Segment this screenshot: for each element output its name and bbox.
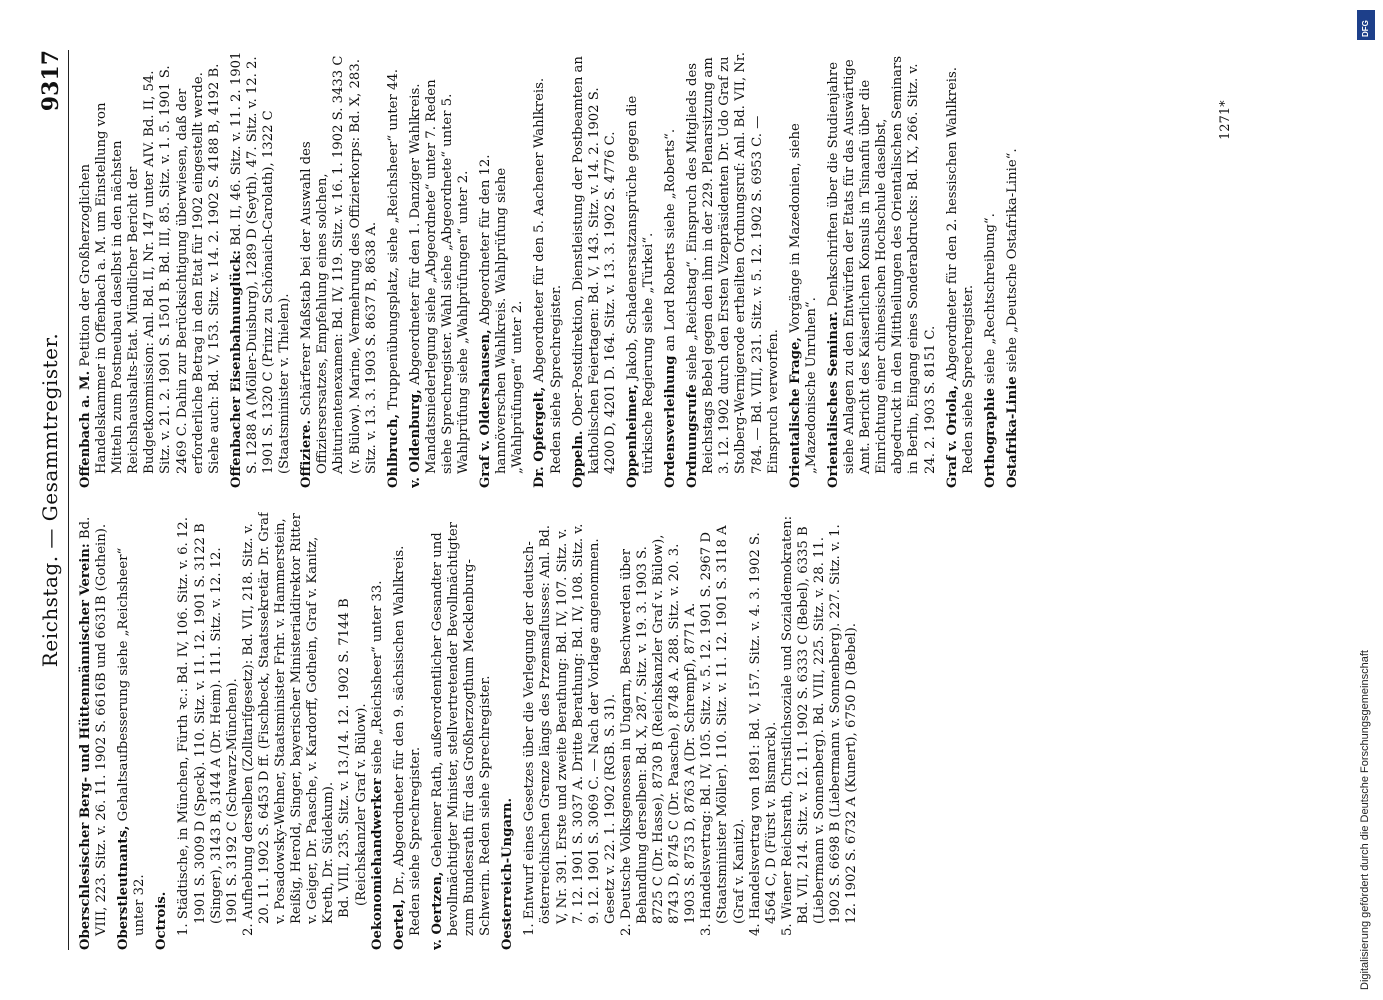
index-entry [370,512,386,950]
entry-headword: Oppenheimer, [624,384,640,488]
index-entry [571,50,619,488]
index-entry [337,512,369,950]
entry-headword: Offenbacher Eisenbahnunglück: [228,249,244,488]
entry-text: Abgeordneter für den 12. hannöverschen Wahlkreis. Wahlprüfung siehe „Wahlprüfungen“ unter 2. [478,154,526,474]
index-entry [780,512,860,950]
index-entry [1005,50,1021,488]
index-entry [78,50,223,488]
entry-text: siehe „Rechtschreibung“. [982,213,998,389]
index-entry [229,50,293,488]
entry-headword: Oertel, [391,899,407,950]
entry-text: 3. Handelsvertrag: Bd. IV, 105. Sitz. v. 5. 12. 1901 S. 2967 D (Staatsminister Möller). 110. Sitz. v. 11. 12. 1901 S. 3118 A (Graf v. Kanitz). [699,525,747,936]
entry-headword: Dr. Opfergelt, [532,386,548,488]
index-entry [685,50,782,488]
entry-headword: Offiziere. [299,419,315,488]
entry-text: Abgeordneter für den 2. hessischen Wahlkreis. Reden siehe Sprechregister. [944,67,976,474]
entry-headword: Graf v. Oldershausen, [478,329,494,488]
index-entry [386,50,402,488]
index-entry [299,50,379,488]
index-entry [392,512,424,950]
entry-headword: v. Oertzen, [429,871,445,950]
entry-headword: Oberschlesischer Berg- und Hüttenmännischer Verein: [78,543,93,950]
index-entry [663,50,679,488]
index-entry [430,512,494,950]
entry-headword: Oekonomiehandwerker [369,778,385,950]
entry-headword: Oberstleutnants, [116,825,132,950]
entry-text: Geheimer Rath, außerordentlicher Gesandter und bevollmächtigter Minister, stellvertretender Bevollmächtigter zum Bundesrath für das Großherzogthum Mecklenburg-Schwerin. Reden siehe Sprechregister. [429,522,494,936]
index-entry [478,50,526,488]
entry-text: Dr., Abgeordneter für den 9. sächsischen Wahlkreis. Reden siehe Sprechregister. [391,545,423,936]
entry-text: Truppenübungsplatz, siehe „Reichsheer“ unter 44. [385,69,401,414]
entry-text: siehe „Reichsheer“ unter 33. [369,580,385,779]
entry-text: Abgeordneter für den 5. Aachener Wahlkreis. Reden siehe Sprechregister. [532,77,564,474]
left-column [78,512,1228,950]
entry-headword: Ohlbruch, [385,413,401,488]
dfg-sidebar [1357,10,1375,990]
index-entry [176,512,240,950]
entry-headword: Orthographie [982,388,998,488]
index-entry [699,512,747,950]
entry-text: 2. Deutsche Volksgenossen in Ungarn, Beschwerden über Behandlung derselben: Bd. X, 287. Sitz. v. 19. 3. 1903 S. 8725 C (Dr. Hasse), 8730 B (Reichskanzler Graf v. Bülow), 8743 D, 8745 C (Dr. Paasche), 8748 A. 288. Sitz. v. 20. 3. 1903 S. 8753 D, 8763 A (Dr. Schrempf), 8771 A. [618,534,699,936]
index-entry [983,50,999,488]
entry-text: Vorgänge in Mazedonien, siehe „Mazedonische Unruhen“. [787,123,819,474]
right-column [78,50,1228,488]
index-entry [788,50,820,488]
entry-text: 1. Städtische, in München, Fürth ꝛc.: Bd. IV, 106. Sitz. v. 6. 12. 1901 S. 3009 D (Speck). 110. Sitz. v. 11. 12. 1901 S. 3122 B (Singer), 3143 B, 3144 A (Dr. Heim). 111. Sitz. v. 12. 12. 1901 S. 3192 C (Schwarz-München). [176,517,240,936]
entry-text: 4. Handelsvertrag von 1891: Bd. V, 157. Sitz. v. 4. 3. 1902 S. 4564 C, D (Fürst v. Bismarck). [747,532,779,936]
index-entry [748,512,780,950]
entry-text: 1. Entwurf eines Gesetzes über die Verlegung der deutsch-österreichischen Grenze längs des Przemsaflusses: Anl. Bd. V, Nr. 391. Erste und zweite Berathung: Bd. IV, 107. Sitz. v. 7. 12. 1901 S. 3037 A. Dritte Berathung: Bd. IV, 108. Sitz. v. 9. 12. 1901 S. 3069 C. — Nach der Vorlage angenommen. Gesetz v. 22. 1. 1902 (RGB. S. 31). [522,523,618,936]
index-entry [78,512,110,950]
signature-mark: 1271* [1218,100,1233,140]
entry-text: Ober-Postdirektion, Dienstleistung der Postbeamten an katholischen Feiertagen: Bd. V, 143. Sitz. v. 14. 2. 1902 S. 4200 D, 4201 D. 164. Sitz. v. 13. 3. 1902 S. 4776 C. [570,56,618,474]
entry-text: Gehaltsaufbesserung siehe „Reichsheer“ unter 32. [116,547,148,936]
index-entry [116,512,148,950]
entry-text: Schärferer Maßstab bei der Auswahl des Offiziersersatzes, Empfehlung eines solchen, Abiturientenexamen: Bd. IV, 119. Sitz. v. 16. 1. 1902 S. 3433 C (v. Bülow). Marine, Vermehrung des Offizierkorps: Bd. X, 283. Sitz. v. 13. 3. 1903 S. 8637 B, 8638 A. [299,55,379,474]
entry-headword: Orientalisches Seminar. [825,311,841,488]
page-header [38,50,69,950]
entry-text: Jakob, Schadenersatzansprüche gegen die türkische Regierung siehe „Türkei“. [624,95,656,474]
entry-text: Denkschriften über die Studienjahre siehe Anlagen zu den Entwürfen der Etats für das Auswärtige Amt. Bericht des Kaiserlichen Konsuls in Tsinanfu über die Einrichtung einer chinesischen Hochschule daselbst, abgedruckt in den Mittheilungen des Orientalischen Seminars in Berlin, Eingang eines Sonderabdrucks: Bd. IX, 266. Sitz. v. 24. 2. 1903 S. 8151 C. [825,55,938,474]
index-entry [826,50,939,488]
running-title: Reichstag. — Gesammtregister. [38,332,62,668]
entry-headword: Orientalische Frage, [787,337,803,488]
index-entry [154,512,170,950]
funding-note: Digitalisierung gefördert durch die Deutsche Forschungsgemeinschaft [1359,650,1371,990]
entry-text: 2. Aufhebung derselben (Zolltarifgesetz): Bd. VII, 218. Sitz. v. 20. 11. 1902 S. 6453 D ff. (Fischbeck, Staatssekretär Dr. Graf v. Posadowsky-Wehner, Staatsminister Frhr. v. Hammerstein, Reißig, Herold, Singer, bayerischer Ministerialdirektor Ritter v. Geiger, Dr. Paasche, v. Kardorff, Gothein, Graf v. Kanitz, Kreth, Dr. Südekum). [240,512,337,936]
entry-text: Bd. VIII, 235. Sitz. v. 13./14. 12. 1902 S. 7144 B (Reichskanzler Graf v. Bülow). [337,598,369,918]
entry-text: Petition der Großherzoglichen Handelskammer in Offenbach a. M. um Einstellung von Mitteln zum Postneubau daselbst in den nächsten Reichshaushalts-Etat. Mündlicher Bericht der Budgetkommission: Anl. Bd. II, Nr. 147 unter AIV. Bd. II, 54. Sitz. v. 21. 2. 1901 S. 1501 B. Bd. III, 85. Sitz. v. 1. 5. 1901 S. 2469 C. Dahin zur Berücksichtigung überwiesen, daß der erforderliche Betrag in den Etat für 1902 eingestellt werde. Siehe auch: Bd. V, 153. Sitz. v. 14. 2. 1902 S. 4188 B, 4192 B. [78,63,222,474]
index-entry [241,512,338,950]
entry-headword: Offenbach a. M. [78,370,93,488]
entry-text: an Lord Roberts siehe „Roberts“. [663,128,679,356]
index-entry [625,50,657,488]
index-entry [532,50,564,488]
entry-text: Bd. VIII, 223. Sitz. v. 26. 11. 1902 S. 6616B und 6631B (Gothein). [78,516,110,936]
index-entry [945,50,977,488]
page-number: 9317 [38,50,64,112]
index-entry [619,512,699,950]
entry-headword: Ostafrika-Linie [1004,376,1020,488]
dfg-logo: DFG [1357,10,1375,40]
entry-text: siehe „Reichstag“. Einspruch des Mitglieds des Reichstags Bebel gegen den ihm in der 229. Plenarsitzung am 3. 12. 1902 durch den Ersten Vizepräsidenten Dr. Udo Graf zu Stolberg-Wernigerode ertheilten Ordnungsruf: Anl. Bd. VII, Nr. 784. — Bd. VIII, 231. Sitz. v. 5. 12. 1902 S. 6953 C. — Einspruch verworfen. [685,52,781,474]
entry-headword: Ordnungsrufe [685,384,701,488]
entry-text: siehe „Deutsche Ostafrika-Linie“. [1004,148,1020,377]
entry-text: Abgeordneter für den 1. Danziger Wahlkreis. Mandatsniederlegung siehe „Abgeordnete“ unter 7. Reden siehe Sprechregister. Wahl siehe „Abgeordnete“ unter 5. Wahlprüfung siehe „Wahlprüfungen“ unter 2. [407,79,472,474]
entry-text: Bd. II, 46. Sitz. v. 11. 2. 1901 S. 1288 A (Möller-Duisburg), 1289 D (Seyth). 47. Sitz. v. 12. 2. 1901 S. 1320 C (Prinz zu Schönaich-Carolath), 1322 C (Staatsminister v. Thielen). [228,51,293,474]
index-entry [500,512,516,950]
entry-headword: Octrois. [154,891,170,950]
entry-text: 5. Wiener Reichsrath, Christlichsoziale und Sozialdemokraten: Bd. VII, 214. Sitz. v. 12. 11. 1902 S. 6333 C (Bebel), 6335 B (Liebermann v. Sonnenberg). Bd. VIII, 225. Sitz. v. 28. 11. 1902 S. 6698 B (Liebermann v. Sonnenberg). 227. Sitz. v. 1. 12. 1902 S. 6732 A (Kunert), 6750 D (Bebel). [779,515,860,936]
entry-headword: Oesterreich-Ungarn. [500,797,516,950]
index-entry [408,50,472,488]
entry-headword: Ordensverleihung [663,355,679,488]
index-entry [522,512,619,950]
entry-headword: Oppeln. [570,430,586,488]
entry-headword: v. Oldenburg, [407,389,423,488]
entry-headword: Graf v. Oriola, [944,385,960,488]
